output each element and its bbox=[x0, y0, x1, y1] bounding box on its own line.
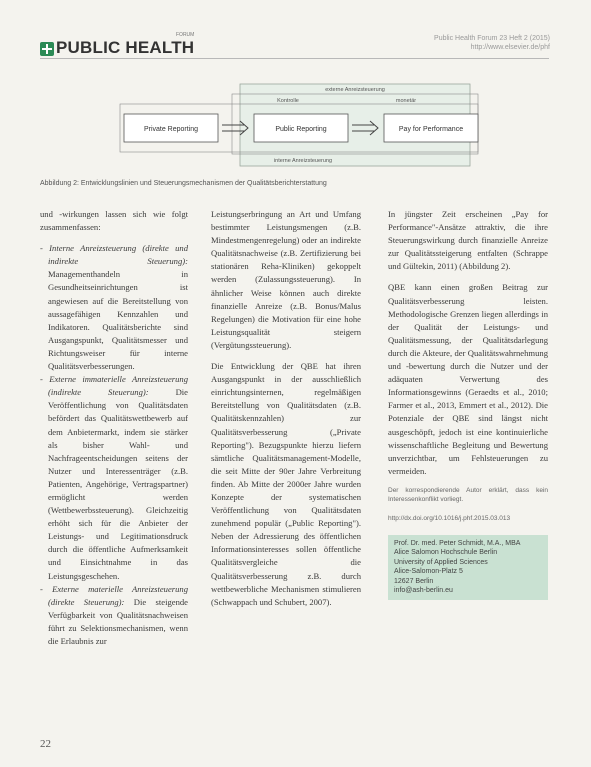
list-item-text: Managementhandeln in Gesundheitseinrichtungen ist angewiesen auf die Bereitstellung von aussagefähigen Kennzahlen und Indikatoren. Qualitätsberichte sind Ausgangspunkt, Qualitätsmesser und Richtungsweiser für interne Qualitätsverbesserungen. bbox=[48, 269, 188, 372]
list-item-text: Die Veröffentlichung von Qualitätsdaten befördert das Qualitätswettbewerb auf dem Anbietermarkt, indem sie stärker als bisher Wahl- und Nachfrageentscheidungen seitens der Nutzer und Interessenträger (z.B. Patienten, Angehörige, Vertragspartner) ermöglicht werden (Wettbewerbssteuerung). Gleichzeitig erhöht sich für die Anbieter der Leistungs- und Legitimationsdruck durch die öffentliche Aufmerksamkeit und Einsichtnahme in das Leistungsgeschehen. bbox=[48, 387, 188, 581]
list-item-lead: Externe materielle Anreizsteuerung (direkte Steuerung): bbox=[48, 583, 189, 607]
logo-title: PUBLIC HEALTH bbox=[56, 38, 195, 57]
address-line: Alice Salomon Hochschule Berlin bbox=[394, 549, 498, 557]
author-email[interactable]: info@ash-berlin.eu bbox=[394, 587, 453, 595]
steering-list bbox=[40, 242, 188, 648]
list-item: - Externe materielle Anreizsteuerung (direkte Steuerung): Die steigende Verfügbarkeit von Qualitätsnachweisen führt zu Selektionsmechanismen, wenn die Erlaubnis zur bbox=[40, 583, 189, 646]
doi-link[interactable]: http://dx.doi.org/10.1016/j.phf.2015.03.013 bbox=[388, 514, 511, 522]
label-monetary: monetär bbox=[395, 98, 417, 104]
list-item-lead: Interne Anreizsteuerung (direkte und indirekte Steuerung): bbox=[48, 243, 188, 267]
list-item: - Externe immaterielle Anreizsteuerung (indirekte Steuerung): Die Veröffentlichung von Qualitätsdaten befördert das Qualitätswettbewerb auf dem Anbietermarkt, indem sie stärker als bisher Wahl- und Nachfrageentscheidungen seitens der Nutzer und Interessenträger (z.B. Patienten, Angehörige, Vertragspartner) ermöglicht werden (Wettbewerbssteuerung). Gleichzeitig erhöht sich für die Anbieter der Leistungs- und Legitimationsdruck durch die öffentliche Aufmerksamkeit und Einsichtnahme in das Leistungsgeschehen. bbox=[40, 374, 188, 581]
address-line: Prof. Dr. med. Peter Schmidt, M.A., MBA bbox=[394, 539, 521, 547]
box-pay-label: Pay for Performance bbox=[398, 126, 464, 133]
conflict-of-interest-note: Der korrespondierende Autor erklärt, dass kein Interessenkonflikt vorliegt. bbox=[388, 486, 548, 503]
column3-paragraph-1: In jüngster Zeit erscheinen „Pay for Performance"-Ansätze attraktiv, die ihre Steuerungswirkung durch finanzielle Anreize zur Qualitätssteigerung entfalten (Schrappe und Gültekin, 2011) (Abbildung 2). bbox=[388, 209, 548, 272]
label-control: Kontrolle bbox=[277, 98, 299, 104]
list-item: - Interne Anreizsteuerung (direkte und indirekte Steuerung): Managementhandeln in Gesundheitseinrichtungen ist angewiesen auf die Bereitstellung von aussagefähigen Kennzahlen und Indikatoren. Qualitätsberichte sind Ausgangspunkt, Qualitätsmesser und Richtungsweiser für interne Qualitätsverbesserungen. bbox=[40, 243, 188, 372]
author-address-box bbox=[388, 535, 548, 600]
figure-diagram bbox=[40, 80, 550, 180]
column2-paragraph-1: Leistungserbringung an Art und Umfang bestimmter Leistungsmengen (z.B. Mindestmengenregelung) oder an indirekte Qualitätsnachweise (z.B. Zertifizierung bei stationären Reha-Kliniken) gekoppelt werden (Zulassungssteuerung). In ähnlicher Weise können auch direkte finanzielle Anreize (z.B. Bonus/Malus Regelungen) die Motivation für eine hohe Leistungsqualität steigern (Vergütungssteuerung). bbox=[211, 209, 361, 350]
header-rule bbox=[40, 58, 549, 59]
journal-url: http://www.elsevier.de/phf bbox=[470, 44, 550, 51]
box-public-label: Public Reporting bbox=[275, 126, 327, 133]
logo-subtitle: FORUM bbox=[176, 32, 195, 38]
text-column-2 bbox=[211, 208, 361, 617]
column2-paragraph-2: Die Entwicklung der QBE hat ihren Ausgangspunkt in der ausschließlich einrichtungsinternen, regelmäßigen Bereitstellung von Qualitätsdaten (z.B. Qualitätskennzahlen) zur Qualitätsverbesserung („Private Reporting"). Bezugspunkte hierzu liefern sämtliche Qualitätsmanagement-Modelle, die seit Mitte der 90er Jahre Verbreitung finden. Ab Mitte der 2000er Jahre wurden Konzepte der systematischen Veröffentlichung von Qualitätsdaten zunehmend populär („Public Reporting"). Neben der Adressierung des öffentlichen Informationsinteresses sollen öffentliche Qualitätsvergleiche die Qualitätsverbesserung z.B. durch wettbewerbliche Mechanismen stimulieren (Schwappach und Schubert, 2007). bbox=[211, 361, 361, 607]
figure-caption: Abbildung 2: Entwicklungslinien und Steuerungsmechanismen der Qualitätsberichterstattung bbox=[40, 180, 327, 187]
journal-reference bbox=[434, 34, 550, 52]
label-internal: interne Anreizsteuerung bbox=[273, 158, 333, 164]
logo-plus-icon bbox=[40, 42, 54, 56]
column3-paragraph-2: QBE kann einen großen Beitrag zur Qualitätsverbesserung leisten. Methodologische Grenzen liegen allerdings in der Qualität der Leistungs- und Qualitätsmessung, der Qualitätsdarlegung durch die Akteure, der Qualitätswahrnehmung und -bewertung durch die Nutzer und der adäquaten Verwertung des Informationsgewinns (Geraedts et al., 2010; Farmer et al., 2013, Emmert et al., 2012). Die Potenziale der QBE sind längst nicht ausgeschöpft, jedoch ist eine kontinuierliche wissenschaftliche Begleitung und Bewertung unverzichtbar, um Fehlsteuerungen zu vermeiden. bbox=[388, 282, 548, 476]
address-line: University of Applied Sciences bbox=[394, 558, 488, 566]
label-external: externe Anreizsteuerung bbox=[325, 87, 385, 93]
column1-intro: und -wirkungen lassen sich wie folgt zusammenfassen: bbox=[40, 209, 188, 233]
address-line: 12627 Berlin bbox=[394, 577, 434, 585]
journal-citation: Public Health Forum 23 Heft 2 (2015) bbox=[434, 35, 550, 42]
address-line: Alice-Salomon-Platz 5 bbox=[394, 568, 463, 576]
list-item-lead: Externe immaterielle Anreizsteuerung (indirekte Steuerung): bbox=[48, 374, 188, 398]
figure-svg bbox=[40, 80, 550, 180]
list-item-text: Die steigende Verfügbarkeit von Qualitätsnachweisen führt zu Selektionsmechanismen, wenn die Erlaubnis zur bbox=[48, 596, 188, 646]
journal-logo bbox=[40, 32, 194, 58]
page-number: 22 bbox=[40, 738, 51, 750]
box-private-label: Private Reporting bbox=[143, 126, 199, 133]
text-column-3 bbox=[388, 208, 548, 600]
text-column-1 bbox=[40, 208, 188, 648]
